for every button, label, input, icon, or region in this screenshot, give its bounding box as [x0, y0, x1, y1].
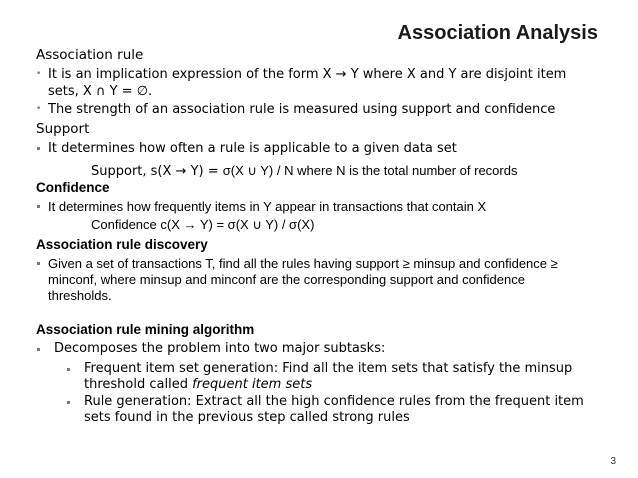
slide-title: Association Analysis — [397, 22, 598, 44]
frequent-item-sets-term: frequent item sets — [192, 377, 313, 392]
discovery-line3: thresholds. — [48, 288, 112, 303]
bullet-marker: • — [36, 69, 42, 79]
assoc-bullet2: The strength of an association rule is measured using support and confidence — [48, 102, 556, 117]
mining-sub2-line1: Rule generation: Extract all the high confidence rules from the frequent item — [84, 394, 584, 409]
bullet-marker — [67, 401, 70, 404]
confidence-formula: Confidence c(X → Y) = σ(X ∪ Y) / σ(X) — [91, 217, 315, 232]
mining-sub2-line2: sets found in the previous step called strong rules — [84, 410, 410, 425]
bullet-marker: • — [36, 104, 42, 114]
heading-discovery: Association rule discovery — [36, 237, 208, 252]
support-bullet: It determines how often a rule is applicable to a given data set — [48, 141, 457, 156]
support-formula-prefix: Support, s(X → Y) = — [91, 164, 223, 179]
bullet-marker — [37, 262, 40, 265]
support-formula — [91, 160, 517, 179]
assoc-bullet1-line1: It is an implication expression of the form X → Y where X and Y are disjoint item — [48, 67, 567, 82]
bullet-marker — [37, 147, 40, 150]
support-formula-rest: σ(X ∪ Y) / N where N is the total number of records — [222, 163, 518, 178]
assoc-bullet1-line2: sets, X ∩ Y = ∅. — [48, 84, 153, 99]
page-number: 3 — [610, 456, 616, 467]
heading-support: Support — [36, 121, 90, 137]
discovery-line1: Given a set of transactions T, find all the rules having support ≥ minsup and confidence ≥ — [48, 256, 558, 271]
discovery-line2: minconf, where minsup and minconf are the corresponding support and confidence — [48, 272, 525, 287]
mining-sub1-line2 — [84, 377, 312, 392]
heading-confidence: Confidence — [36, 180, 110, 195]
mining-sub1-line2-prefix: threshold called — [84, 377, 193, 392]
heading-association-rule: Association rule — [36, 47, 144, 63]
bullet-marker — [67, 368, 70, 371]
bullet-marker — [37, 205, 40, 208]
mining-bullet: Decomposes the problem into two major subtasks: — [54, 341, 386, 356]
bullet-marker — [37, 348, 40, 351]
mining-sub1-line1: Frequent item set generation: Find all the item sets that satisfy the minsup — [84, 361, 573, 376]
heading-mining-algorithm: Association rule mining algorithm — [36, 322, 255, 337]
confidence-bullet: It determines how frequently items in Y appear in transactions that contain X — [48, 199, 487, 214]
